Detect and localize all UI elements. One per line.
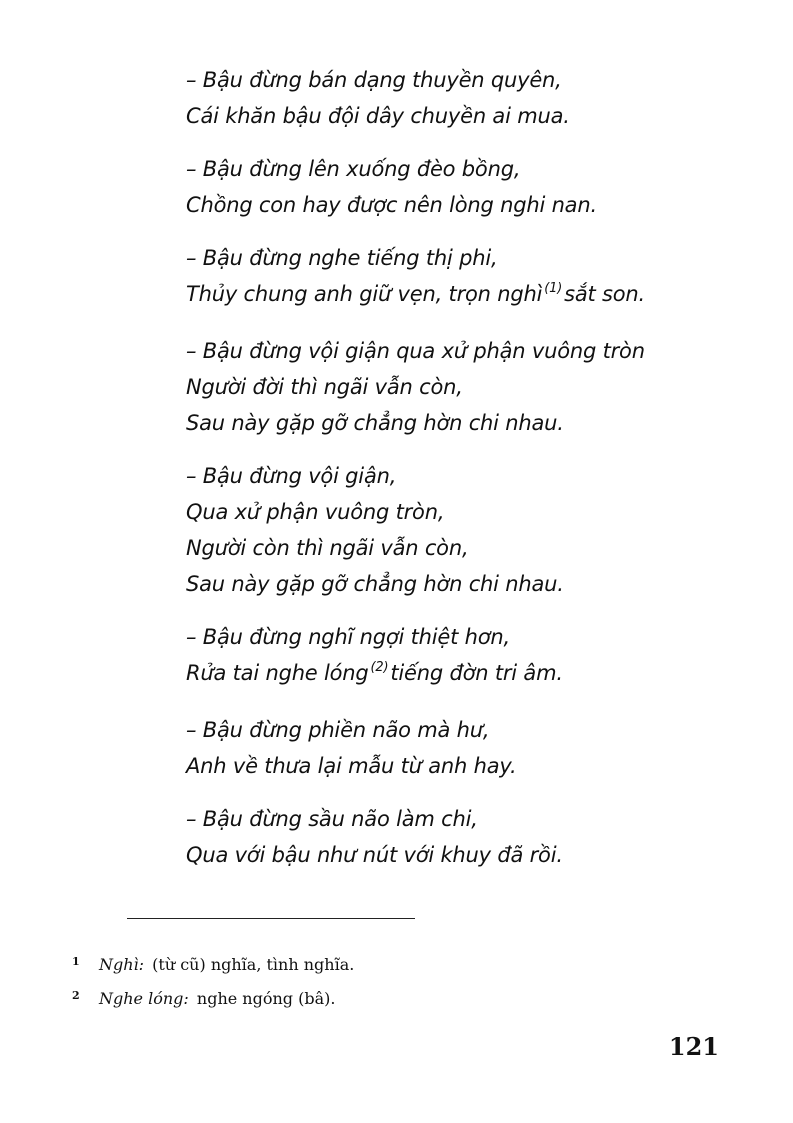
poem-line-with-footnote — [186, 276, 746, 316]
footnote-text: nghe ngóng (bâ). — [196, 989, 336, 1008]
page-number: 121 — [668, 1032, 719, 1061]
footnote-text: (từ cũ) nghĩa, tình nghĩa. — [152, 955, 355, 974]
poem-line: – Bậu đừng vội giận, — [186, 464, 397, 488]
footnote-marker-1[interactable]: (1) — [544, 281, 563, 296]
footnote-marker-2[interactable]: (2) — [370, 660, 389, 675]
poem-line: Người còn thì ngãi vẫn còn, — [186, 536, 469, 560]
poem-line: – Bậu đừng phiền não mà hư, — [186, 718, 490, 742]
stanza-1 — [186, 62, 746, 134]
footnote-term: Nghì: — [99, 955, 145, 974]
poem — [186, 62, 746, 890]
poem-line-part: Thủy chung anh giữ vẹn, trọn nghì — [186, 282, 543, 306]
poem-line-part: Rửa tai nghe lóng — [186, 661, 369, 685]
poem-line: Sau này gặp gỡ chẳng hờn chi nhau. — [186, 411, 564, 435]
footnotes — [72, 946, 722, 1014]
poem-line: – Bậu đừng nghe tiếng thị phi, — [186, 246, 498, 270]
poem-line: Anh về thưa lại mẫu từ anh hay. — [186, 754, 517, 778]
poem-line: – Bậu đừng nghĩ ngợi thiệt hơn, — [186, 625, 510, 649]
poem-line: Cái khăn bậu đội dây chuyền ai mua. — [186, 104, 570, 128]
stanza-3 — [186, 240, 746, 316]
stanza-4 — [186, 333, 746, 441]
footnote-term: Nghe lóng: — [99, 989, 189, 1008]
footnote-divider — [127, 918, 415, 919]
poem-line: – Bậu đừng sầu não làm chi, — [186, 807, 478, 831]
poem-line: Chồng con hay được nên lòng nghi nan. — [186, 193, 597, 217]
poem-line: – Bậu đừng bán dạng thuyền quyên, — [186, 68, 562, 92]
poem-line: Sau này gặp gỡ chẳng hờn chi nhau. — [186, 572, 564, 596]
poem-line-part: sắt son. — [564, 282, 645, 306]
footnote-number: 1 — [72, 955, 80, 968]
footnote-2 — [72, 980, 722, 1014]
poem-line: Người đời thì ngãi vẫn còn, — [186, 375, 463, 399]
stanza-2 — [186, 151, 746, 223]
poem-line: – Bậu đừng vội giận qua xử phận vuông tròn — [186, 339, 645, 363]
footnote-number: 2 — [72, 989, 80, 1002]
stanza-6 — [186, 619, 746, 695]
poem-line-with-footnote — [186, 655, 746, 695]
stanza-7 — [186, 712, 746, 784]
poem-line: – Bậu đừng lên xuống đèo bồng, — [186, 157, 521, 181]
stanza-8 — [186, 801, 746, 873]
footnote-1 — [72, 946, 722, 980]
stanza-5 — [186, 458, 746, 602]
poem-line-part: tiếng đờn tri âm. — [390, 661, 563, 685]
poem-line: Qua xử phận vuông tròn, — [186, 500, 445, 524]
poem-line: Qua với bậu như nút với khuy đã rồi. — [186, 843, 563, 867]
